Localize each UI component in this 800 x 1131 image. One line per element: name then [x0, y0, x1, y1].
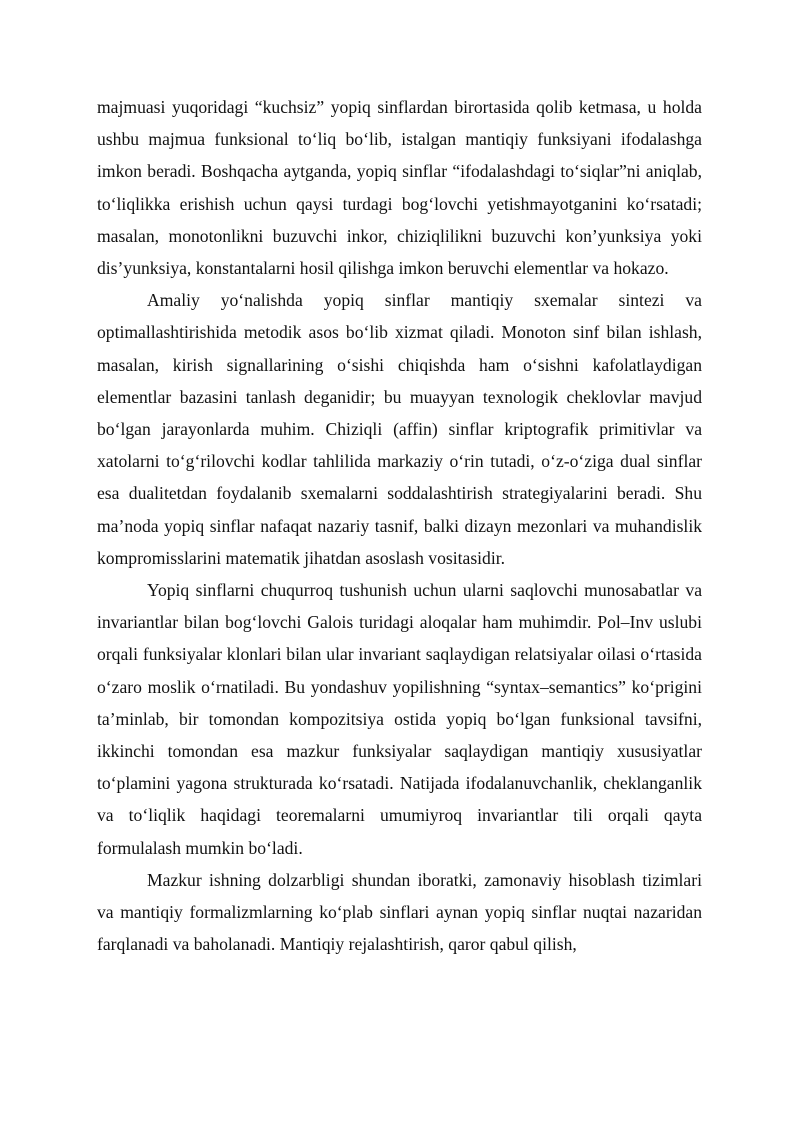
paragraph-continuation: majmuasi yuqoridagi “kuchsiz” yopiq sinflardan birortasida qolib ketmasa, u holda ushbu majmua funksional to‘liq bo‘lib, istalgan mantiqiy funksiyani ifodalashga imkon beradi. Boshqacha aytganda, yopiq sinflar “ifodalashdagi to‘siqlar”ni aniqlab, to‘liqlikka erishish uchun qaysi turdagi bog‘lovchi yetishmayotganini ko‘rsatadi; masalan, monotonlikni buzuvchi inkor, chiziqlilikni buzuvchi kon’yunksiya yoki dis’yunksiya, konstantalarni hosil qilishga imkon beruvchi elementlar va hokazo. — [97, 97, 702, 279]
paragraph-galois-connections: Yopiq sinflarni chuqurroq tushunish uchun ularni saqlovchi munosabatlar va invariantlar bilan bog‘lovchi Galois turidagi aloqalar ham muhimdir. Pol–Inv uslubi orqali funksiyalar klonlari bilan ular invariant saqlaydigan relatsiyalar oilasi o‘rtasida o‘zaro moslik o‘rnatiladi. Bu yondashuv yopilishning “syntax–semantics” ko‘prigini ta’minlab, bir tomondan kompozitsiya ostida yopiq bo‘lgan funksional tavsifni, ikkinchi tomondan esa mazkur funksiyalar saqlaydigan mantiqiy xususiyatlar to‘plamini yagona strukturada ko‘rsatadi. Natijada ifodalanuvchanlik, cheklanganlik va to‘liqlik haqidagi teoremalarni umumiyroq invariantlar tili orqali qayta formulalash mumkin bo‘ladi. — [97, 580, 702, 858]
document-page — [97, 91, 702, 960]
paragraph-relevance: Mazkur ishning dolzarbligi shundan iboratki, zamonaviy hisoblash tizimlari va mantiqiy formalizmlarning ko‘plab sinflari aynan yopiq sinflar nuqtai nazaridan farqlanadi va baholanadi. Mantiqiy rejalashtirish, qaror qabul qilish, — [97, 869, 702, 955]
paragraph-practical-application: Amaliy yo‘nalishda yopiq sinflar mantiqiy sxemalar sintezi va optimallashtirishida metodik asos bo‘lib xizmat qiladi. Monoton sinf bilan ishlash, masalan, kirish signallarining o‘sishi chiqishda ham o‘sishni kafolatlaydigan elementlar bazasini tanlash deganidir; bu muayyan texnologik cheklovlar mavjud bo‘lgan jarayonlarda muhim. Chiziqli (affin) sinflar kriptografik primitivlar va xatolarni to‘g‘rilovchi kodlar tahlilida markaziy o‘rin tutadi, o‘z-o‘ziga dual sinflar esa dualitetdan foydalanib sxemalarni soddalashtirish strategiyalarini beradi. Shu ma’noda yopiq sinflar nafaqat nazariy tasnif, balki dizayn mezonlari va muhandislik kompromisslarini matematik jihatdan asoslash vositasidir. — [97, 290, 702, 568]
